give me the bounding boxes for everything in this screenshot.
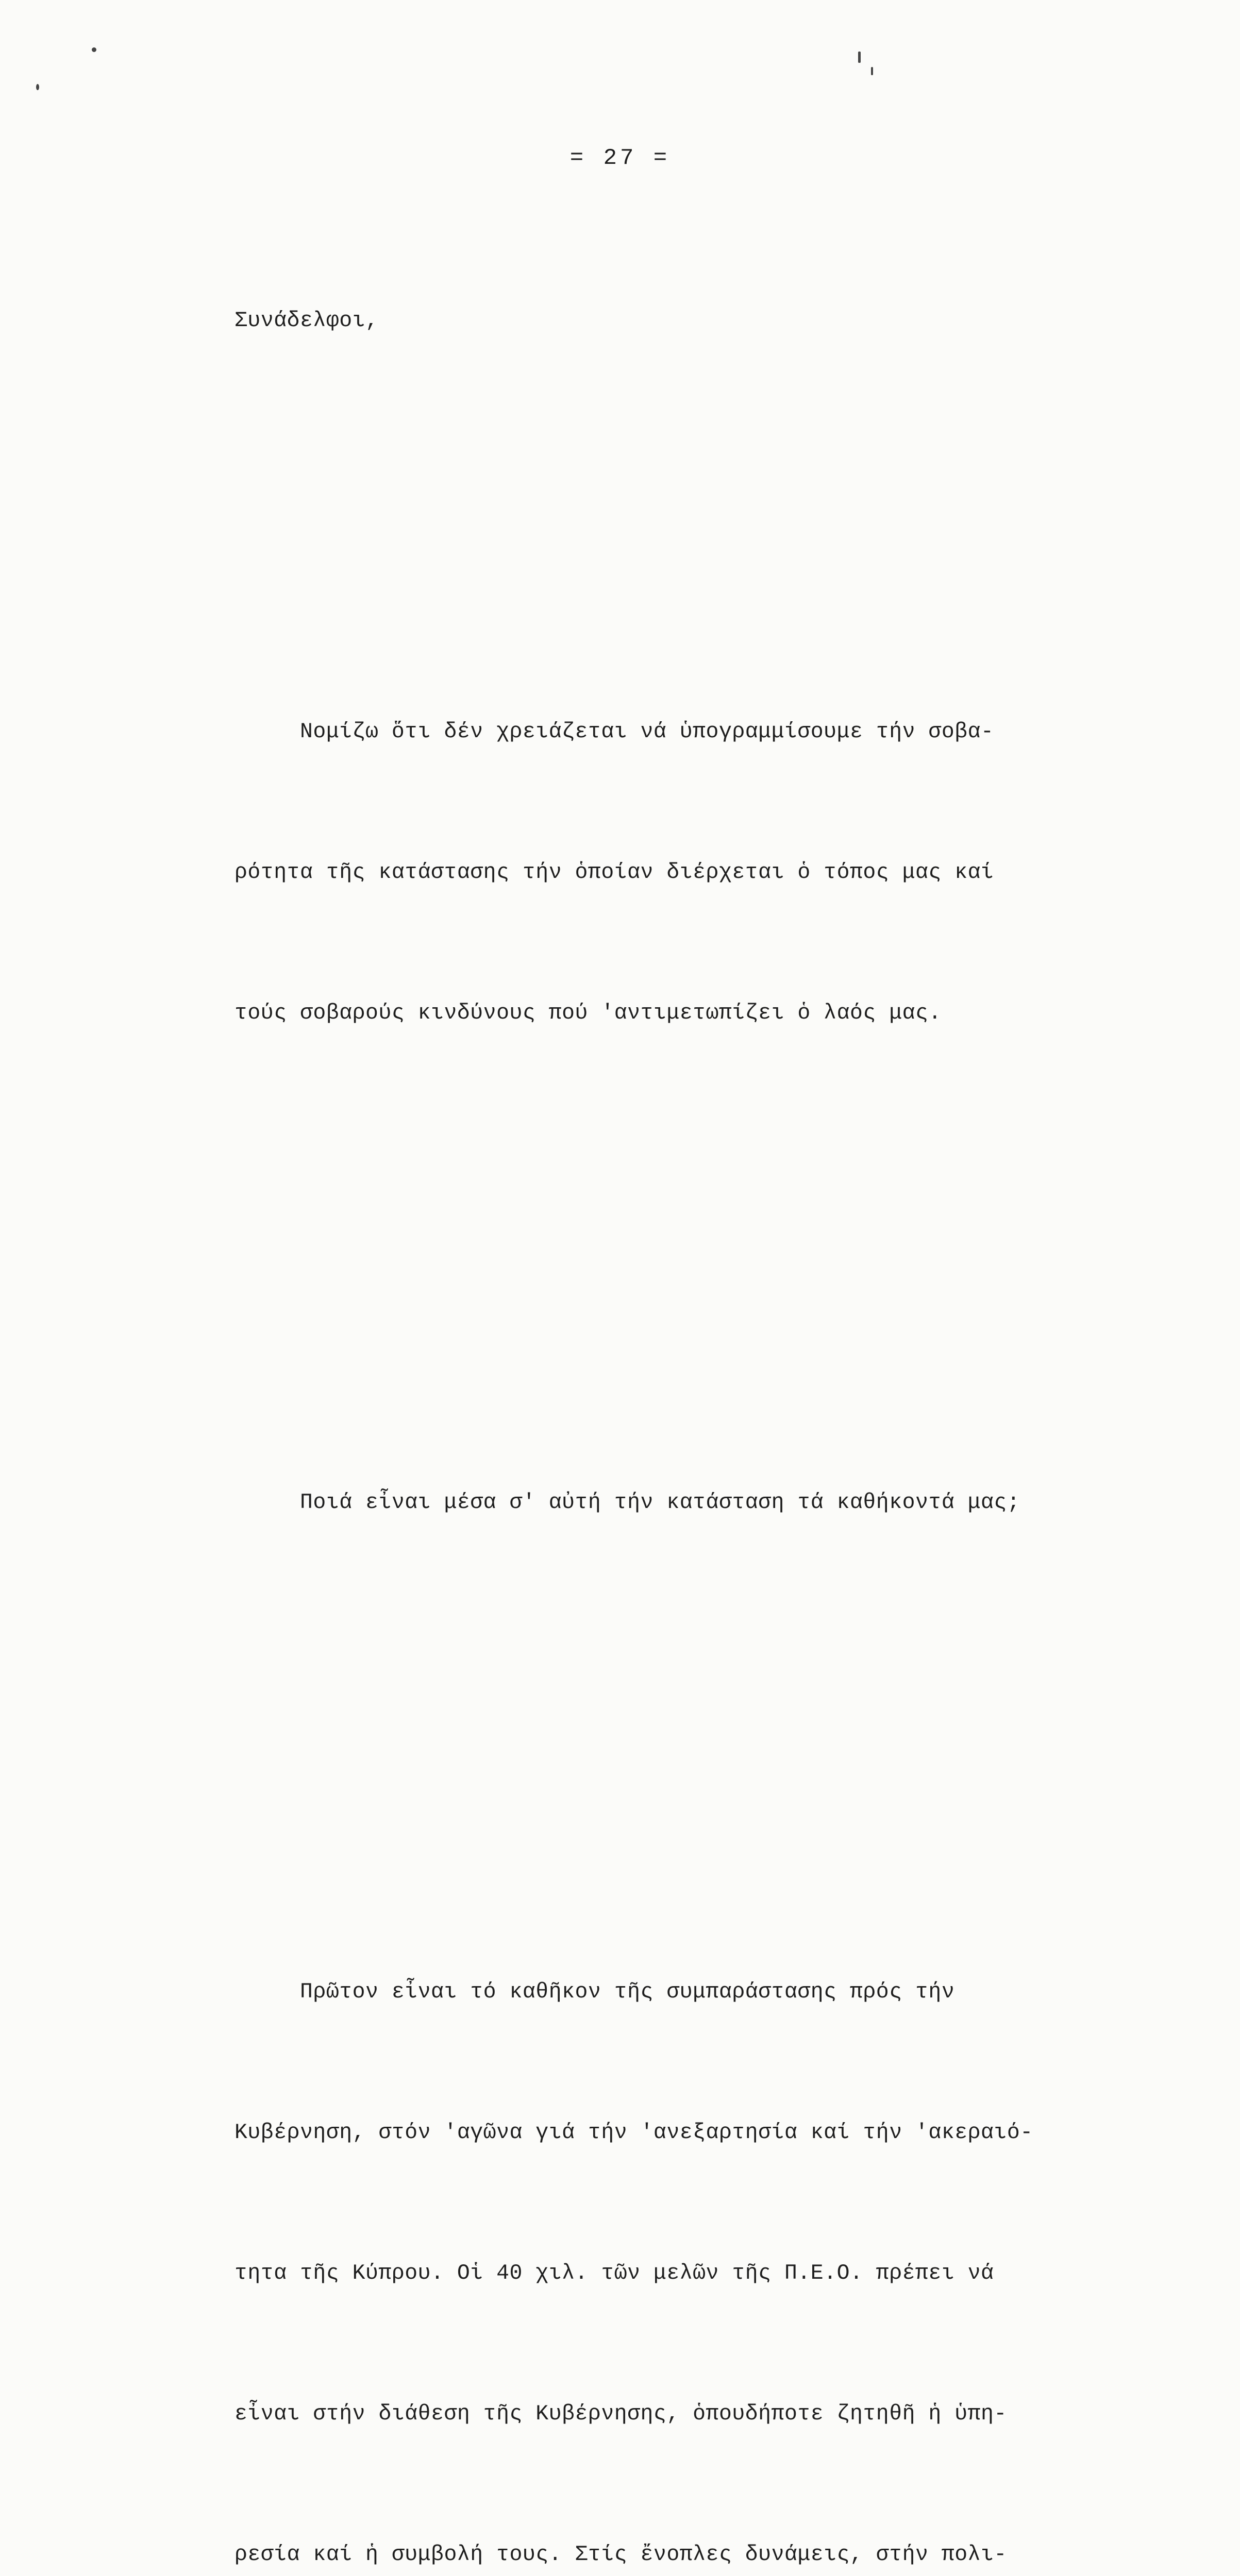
scan-speck [92, 47, 96, 52]
document-body [234, 204, 1203, 2576]
page-number: = 27 = [569, 145, 671, 171]
text-line: Ποιά εἶναι μέσα σ' αὐτή τήν κατάσταση τά καθήκοντά μας; [234, 1490, 1020, 1515]
text-line: τητα τῆς Κύπρου. Οἱ 40 χιλ. τῶν μελῶν τῆς Π.Ε.Ο. πρέπει νά [234, 2261, 994, 2285]
paragraph-1 [234, 615, 1203, 1130]
text-line: ρότητα τῆς κατάστασης τήν ὁποίαν διέρχεται ὁ τόπος μας καί [234, 860, 994, 885]
paragraph-2 [234, 1385, 1203, 1620]
paragraph-3 [234, 1875, 1203, 2576]
text-line: Νομίζω ὅτι δέν χρειάζεται νά ὑπογραμμίσουμε τήν σοβα- [234, 720, 994, 744]
text-line: Πρῶτον εἶναι τό καθῆκον τῆς συμπαράστασης πρός τήν [234, 1980, 955, 2004]
greeting: Συνάδελφοι, [234, 309, 379, 333]
scan-speck [858, 52, 861, 63]
scan-speck [36, 84, 39, 90]
text-line: τούς σοβαρούς κινδύνους πού 'αντιμετωπίζει ὁ λαός μας. [234, 1001, 942, 1025]
text-line: ρεσία καί ἡ συμβολή τους. Στίς ἔνοπλες δυνάμεις, στήν πολι- [234, 2543, 1007, 2567]
scan-speck [871, 67, 873, 75]
text-line: Κυβέρνηση, στόν 'αγῶνα γιά τήν 'ανεξαρτησία καί τήν 'ακεραιό- [234, 2121, 1033, 2145]
text-line: εἶναι στήν διάθεση τῆς Κυβέρνησης, ὁπουδήποτε ζητηθῆ ἡ ὑπη- [234, 2402, 1007, 2426]
